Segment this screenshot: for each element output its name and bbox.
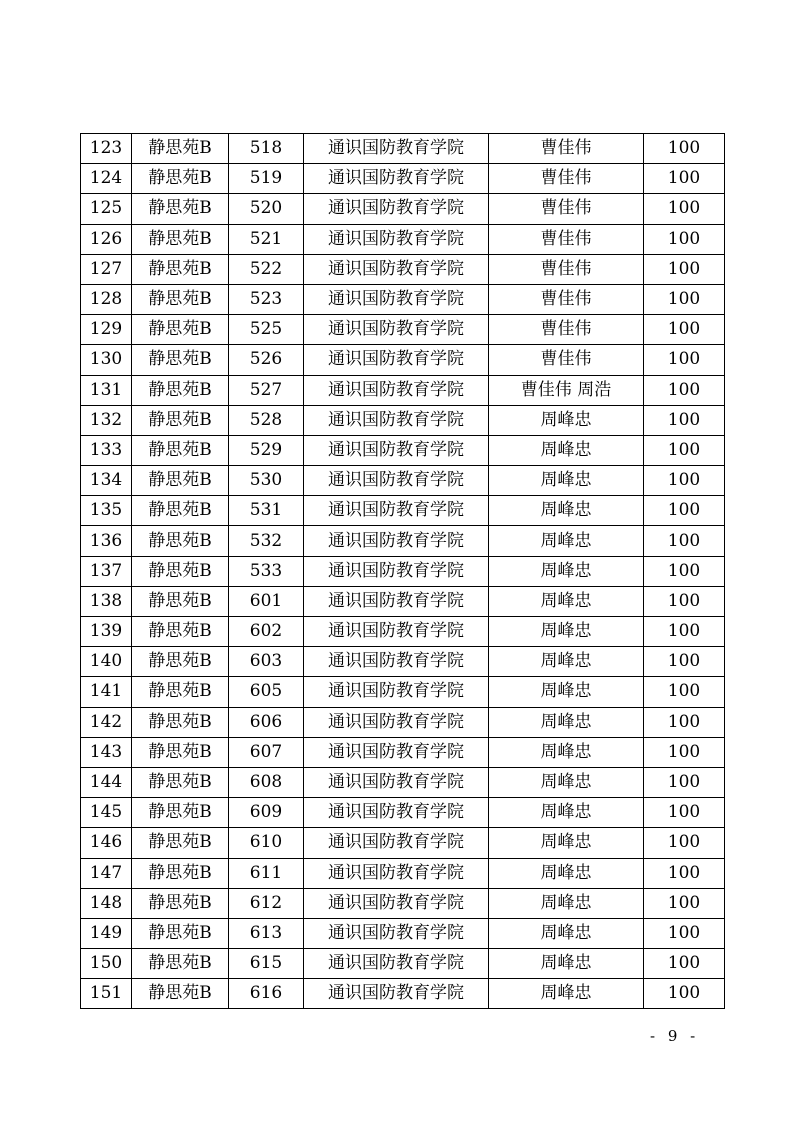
room-number-cell: 603 (229, 647, 304, 677)
row-number-cell: 137 (81, 556, 132, 586)
score-cell: 100 (644, 949, 725, 979)
table-row (81, 405, 725, 435)
table-row (81, 677, 725, 707)
building-cell: 静思苑B (132, 828, 229, 858)
college-cell: 通识国防教育学院 (304, 949, 489, 979)
building-cell: 静思苑B (132, 677, 229, 707)
score-cell: 100 (644, 375, 725, 405)
building-cell: 静思苑B (132, 798, 229, 828)
table-row (81, 979, 725, 1009)
tutor-cell: 周峰忠 (489, 556, 644, 586)
room-number-cell: 519 (229, 164, 304, 194)
score-cell: 100 (644, 134, 725, 164)
score-cell: 100 (644, 918, 725, 948)
table-row (81, 164, 725, 194)
score-cell: 100 (644, 888, 725, 918)
building-cell: 静思苑B (132, 767, 229, 797)
tutor-cell: 周峰忠 (489, 918, 644, 948)
college-cell: 通识国防教育学院 (304, 345, 489, 375)
college-cell: 通识国防教育学院 (304, 586, 489, 616)
row-number-cell: 146 (81, 828, 132, 858)
room-number-cell: 530 (229, 466, 304, 496)
score-cell: 100 (644, 526, 725, 556)
row-number-cell: 130 (81, 345, 132, 375)
table-row (81, 556, 725, 586)
college-cell: 通识国防教育学院 (304, 918, 489, 948)
score-cell: 100 (644, 194, 725, 224)
row-number-cell: 128 (81, 284, 132, 314)
score-cell: 100 (644, 224, 725, 254)
building-cell: 静思苑B (132, 526, 229, 556)
college-cell: 通识国防教育学院 (304, 888, 489, 918)
college-cell: 通识国防教育学院 (304, 224, 489, 254)
table-row (81, 949, 725, 979)
row-number-cell: 141 (81, 677, 132, 707)
row-number-cell: 126 (81, 224, 132, 254)
college-cell: 通识国防教育学院 (304, 134, 489, 164)
row-number-cell: 145 (81, 798, 132, 828)
tutor-cell: 周峰忠 (489, 949, 644, 979)
tutor-cell: 周峰忠 (489, 798, 644, 828)
college-cell: 通识国防教育学院 (304, 254, 489, 284)
room-number-cell: 526 (229, 345, 304, 375)
score-cell: 100 (644, 284, 725, 314)
college-cell: 通识国防教育学院 (304, 617, 489, 647)
row-number-cell: 133 (81, 435, 132, 465)
table-row (81, 224, 725, 254)
score-cell: 100 (644, 345, 725, 375)
score-cell: 100 (644, 647, 725, 677)
row-number-cell: 144 (81, 767, 132, 797)
score-cell: 100 (644, 737, 725, 767)
row-number-cell: 135 (81, 496, 132, 526)
room-number-cell: 615 (229, 949, 304, 979)
tutor-cell: 曹佳伟 (489, 194, 644, 224)
college-cell: 通识国防教育学院 (304, 979, 489, 1009)
table-body (81, 134, 725, 1009)
table-row (81, 345, 725, 375)
row-number-cell: 125 (81, 194, 132, 224)
building-cell: 静思苑B (132, 224, 229, 254)
building-cell: 静思苑B (132, 707, 229, 737)
college-cell: 通识国防教育学院 (304, 405, 489, 435)
row-number-cell: 124 (81, 164, 132, 194)
tutor-cell: 周峰忠 (489, 586, 644, 616)
building-cell: 静思苑B (132, 556, 229, 586)
room-number-cell: 606 (229, 707, 304, 737)
table-row (81, 798, 725, 828)
room-number-cell: 520 (229, 194, 304, 224)
table-row (81, 828, 725, 858)
building-cell: 静思苑B (132, 466, 229, 496)
row-number-cell: 127 (81, 254, 132, 284)
table-row (81, 466, 725, 496)
college-cell: 通识国防教育学院 (304, 526, 489, 556)
room-number-cell: 608 (229, 767, 304, 797)
tutor-cell: 周峰忠 (489, 435, 644, 465)
table-row (81, 858, 725, 888)
row-number-cell: 140 (81, 647, 132, 677)
table-row (81, 737, 725, 767)
room-number-cell: 525 (229, 315, 304, 345)
college-cell: 通识国防教育学院 (304, 828, 489, 858)
row-number-cell: 150 (81, 949, 132, 979)
college-cell: 通识国防教育学院 (304, 375, 489, 405)
building-cell: 静思苑B (132, 164, 229, 194)
row-number-cell: 149 (81, 918, 132, 948)
row-number-cell: 132 (81, 405, 132, 435)
room-number-cell: 605 (229, 677, 304, 707)
room-number-cell: 611 (229, 858, 304, 888)
score-cell: 100 (644, 405, 725, 435)
building-cell: 静思苑B (132, 375, 229, 405)
tutor-cell: 曹佳伟 (489, 315, 644, 345)
room-number-cell: 610 (229, 828, 304, 858)
college-cell: 通识国防教育学院 (304, 737, 489, 767)
tutor-cell: 周峰忠 (489, 828, 644, 858)
score-cell: 100 (644, 858, 725, 888)
score-cell: 100 (644, 798, 725, 828)
room-number-cell: 533 (229, 556, 304, 586)
building-cell: 静思苑B (132, 254, 229, 284)
row-number-cell: 134 (81, 466, 132, 496)
room-number-cell: 601 (229, 586, 304, 616)
building-cell: 静思苑B (132, 979, 229, 1009)
college-cell: 通识国防教育学院 (304, 556, 489, 586)
college-cell: 通识国防教育学院 (304, 767, 489, 797)
room-number-cell: 532 (229, 526, 304, 556)
row-number-cell: 148 (81, 888, 132, 918)
table-row (81, 647, 725, 677)
building-cell: 静思苑B (132, 496, 229, 526)
score-cell: 100 (644, 315, 725, 345)
room-number-cell: 518 (229, 134, 304, 164)
row-number-cell: 138 (81, 586, 132, 616)
building-cell: 静思苑B (132, 858, 229, 888)
building-cell: 静思苑B (132, 737, 229, 767)
score-cell: 100 (644, 617, 725, 647)
row-number-cell: 147 (81, 858, 132, 888)
tutor-cell: 周峰忠 (489, 677, 644, 707)
tutor-cell: 曹佳伟 (489, 254, 644, 284)
tutor-cell: 周峰忠 (489, 858, 644, 888)
building-cell: 静思苑B (132, 315, 229, 345)
building-cell: 静思苑B (132, 194, 229, 224)
building-cell: 静思苑B (132, 405, 229, 435)
room-number-cell: 602 (229, 617, 304, 647)
tutor-cell: 曹佳伟 (489, 134, 644, 164)
row-number-cell: 139 (81, 617, 132, 647)
room-number-cell: 521 (229, 224, 304, 254)
room-number-cell: 616 (229, 979, 304, 1009)
room-number-cell: 531 (229, 496, 304, 526)
building-cell: 静思苑B (132, 888, 229, 918)
tutor-cell: 曹佳伟 (489, 345, 644, 375)
room-number-cell: 609 (229, 798, 304, 828)
score-cell: 100 (644, 707, 725, 737)
college-cell: 通识国防教育学院 (304, 435, 489, 465)
room-number-cell: 522 (229, 254, 304, 284)
row-number-cell: 143 (81, 737, 132, 767)
table-row (81, 586, 725, 616)
row-number-cell: 151 (81, 979, 132, 1009)
table-row (81, 767, 725, 797)
table-row (81, 375, 725, 405)
table-row (81, 496, 725, 526)
tutor-cell: 周峰忠 (489, 888, 644, 918)
table-row (81, 888, 725, 918)
building-cell: 静思苑B (132, 617, 229, 647)
row-number-cell: 123 (81, 134, 132, 164)
score-cell: 100 (644, 164, 725, 194)
score-cell: 100 (644, 466, 725, 496)
building-cell: 静思苑B (132, 134, 229, 164)
score-cell: 100 (644, 496, 725, 526)
building-cell: 静思苑B (132, 918, 229, 948)
tutor-cell: 曹佳伟 (489, 164, 644, 194)
building-cell: 静思苑B (132, 647, 229, 677)
building-cell: 静思苑B (132, 345, 229, 375)
tutor-cell: 曹佳伟 (489, 284, 644, 314)
college-cell: 通识国防教育学院 (304, 164, 489, 194)
table-row (81, 194, 725, 224)
row-number-cell: 136 (81, 526, 132, 556)
college-cell: 通识国防教育学院 (304, 194, 489, 224)
page-number: - 9 - (650, 1027, 700, 1045)
tutor-cell: 周峰忠 (489, 466, 644, 496)
row-number-cell: 129 (81, 315, 132, 345)
tutor-cell: 周峰忠 (489, 526, 644, 556)
table-row (81, 254, 725, 284)
score-cell: 100 (644, 828, 725, 858)
college-cell: 通识国防教育学院 (304, 858, 489, 888)
table-row (81, 617, 725, 647)
tutor-cell: 曹佳伟 (489, 224, 644, 254)
row-number-cell: 142 (81, 707, 132, 737)
score-cell: 100 (644, 586, 725, 616)
college-cell: 通识国防教育学院 (304, 798, 489, 828)
college-cell: 通识国防教育学院 (304, 466, 489, 496)
dormitory-score-table (80, 133, 725, 1009)
table-row (81, 435, 725, 465)
table-row (81, 284, 725, 314)
college-cell: 通识国防教育学院 (304, 677, 489, 707)
score-cell: 100 (644, 979, 725, 1009)
college-cell: 通识国防教育学院 (304, 496, 489, 526)
room-number-cell: 523 (229, 284, 304, 314)
score-cell: 100 (644, 677, 725, 707)
table-row (81, 315, 725, 345)
tutor-cell: 周峰忠 (489, 647, 644, 677)
college-cell: 通识国防教育学院 (304, 315, 489, 345)
room-number-cell: 528 (229, 405, 304, 435)
room-number-cell: 607 (229, 737, 304, 767)
score-cell: 100 (644, 767, 725, 797)
room-number-cell: 612 (229, 888, 304, 918)
table-row (81, 707, 725, 737)
college-cell: 通识国防教育学院 (304, 284, 489, 314)
college-cell: 通识国防教育学院 (304, 707, 489, 737)
tutor-cell: 曹佳伟 周浩 (489, 375, 644, 405)
tutor-cell: 周峰忠 (489, 617, 644, 647)
score-cell: 100 (644, 254, 725, 284)
building-cell: 静思苑B (132, 284, 229, 314)
college-cell: 通识国防教育学院 (304, 647, 489, 677)
tutor-cell: 周峰忠 (489, 979, 644, 1009)
score-cell: 100 (644, 435, 725, 465)
table-row (81, 918, 725, 948)
table-row (81, 134, 725, 164)
table-row (81, 526, 725, 556)
tutor-cell: 周峰忠 (489, 707, 644, 737)
tutor-cell: 周峰忠 (489, 767, 644, 797)
tutor-cell: 周峰忠 (489, 737, 644, 767)
tutor-cell: 周峰忠 (489, 496, 644, 526)
score-cell: 100 (644, 556, 725, 586)
building-cell: 静思苑B (132, 949, 229, 979)
building-cell: 静思苑B (132, 586, 229, 616)
row-number-cell: 131 (81, 375, 132, 405)
building-cell: 静思苑B (132, 435, 229, 465)
tutor-cell: 周峰忠 (489, 405, 644, 435)
room-number-cell: 529 (229, 435, 304, 465)
room-number-cell: 613 (229, 918, 304, 948)
room-number-cell: 527 (229, 375, 304, 405)
